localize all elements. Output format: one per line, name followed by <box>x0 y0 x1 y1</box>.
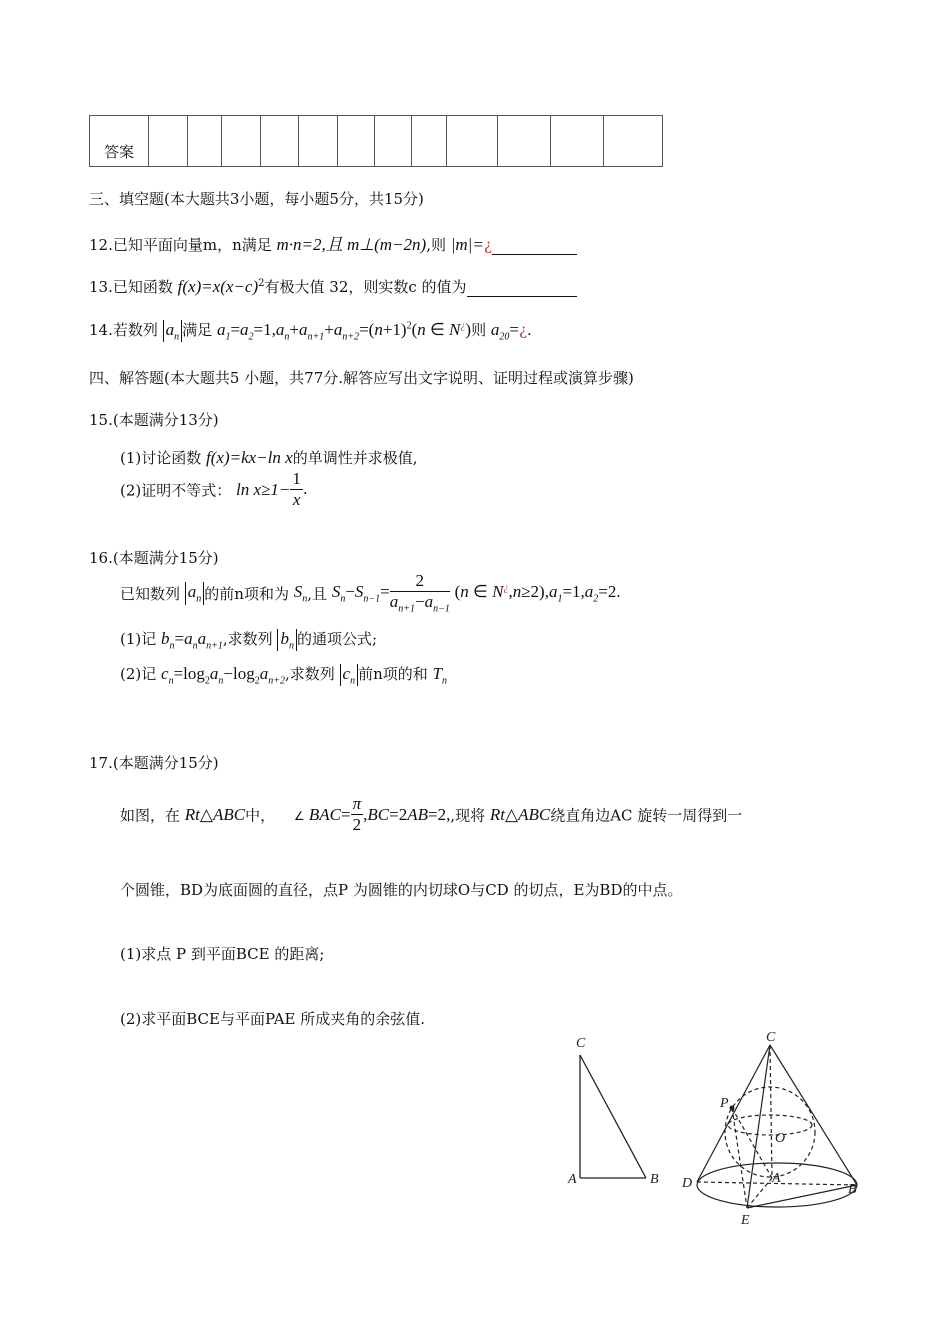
label-b: B <box>650 1172 659 1187</box>
question-14: 14.若数列 $a_n$ 满足 $a_1=a_2=1,a_n+a_{n+1}+a_{n+2}=(n+1)^2(n$ ∈ N¿)则 $a_{20}=¿$. <box>89 320 532 343</box>
cone-label-e: E <box>741 1213 750 1228</box>
answer-cell[interactable] <box>375 116 412 167</box>
question-12: 12.已知平面向量m，n满足 m·n=2,且 m⊥(m−2n),则 |m|=¿ <box>89 230 577 255</box>
answer-cell[interactable] <box>604 116 663 167</box>
answer-cell[interactable] <box>498 116 551 167</box>
tangent-circle <box>728 1115 812 1135</box>
segment-pa <box>732 1108 772 1178</box>
q12-condition: m·n=2,且 m⊥(m−2n) <box>276 235 427 254</box>
q12-answer-blank[interactable] <box>492 236 577 255</box>
segment-eb <box>747 1185 857 1208</box>
q17-part-1: (1)求点 P 到平面BCE 的距离; <box>120 945 325 963</box>
question-13: 13.已知函数 $f(x)=x(x-c)^2$有极大值 32，则实数c 的值为 <box>89 276 577 297</box>
q14-ask: $a_{20}=$ <box>490 320 519 343</box>
segment-cb <box>580 1055 646 1178</box>
q16-part-2: (2)记 $c_n=\log_2a_n-\log_2a_{n+2}$,求数列 $c_n$ 前n项的和 $T_n$ <box>120 664 447 687</box>
answer-table <box>89 115 663 167</box>
right-triangle-figure <box>580 1055 646 1178</box>
answer-cell[interactable] <box>551 116 604 167</box>
answer-label: 答案 <box>90 116 149 167</box>
q16-intro: 已知数列 $a_n$ 的前n项和为 $S_n$,且 $S_n-S_{n-1}=$ $\frac{2}{a_{n+1}-a_{n-1}}$ (n ∈ $N^¿,n\ge 2),a_1=1,a_2=2$. <box>120 571 621 615</box>
q15-part-2: (2)证明不等式： ln x≥1− $\frac{1}{x}$ . <box>120 469 308 509</box>
segment-ce <box>747 1045 770 1208</box>
q14-condition: $a_1=a_2=1,a_n+a_{n+1}+a_{n+2}=(n+1)^2(n$ ∈ N¿) <box>216 320 472 343</box>
q13-answer-blank[interactable] <box>467 278 577 297</box>
answer-cell[interactable] <box>338 116 375 167</box>
cone-label-b: B <box>848 1182 857 1197</box>
q17-part-2: (2)求平面BCE与平面PAE 所成夹角的余弦值. <box>120 1010 426 1028</box>
point-p <box>730 1106 735 1111</box>
section-3-heading: 三、填空题(本大题共3小题，每小题5分，共15分) <box>89 190 424 208</box>
q12-ask: |m|= <box>450 235 484 254</box>
q17-line-2: 个圆锥，BD为底面圆的直径，点P 为圆锥的内切球O与CD 的切点，E为BD的中点。 <box>120 881 683 899</box>
cone-label-o: O <box>775 1131 786 1146</box>
answer-cell[interactable] <box>447 116 498 167</box>
answer-cell[interactable] <box>261 116 299 167</box>
q13-function: f(x)=x(x−c) <box>177 277 259 296</box>
cone-label-d: D <box>682 1176 693 1191</box>
answer-cell[interactable] <box>299 116 338 167</box>
geometry-figure <box>560 1025 880 1235</box>
segment-pe <box>732 1108 747 1208</box>
q17-title: 17.(本题满分15分) <box>89 754 219 772</box>
q17-line-1: 如图，在 Rt△ABC中， ∠ BAC= $\frac{\pi}{2}$ ,BC=2AB=2,,现将 Rt△ABC绕直角边AC 旋转一周得到一 <box>120 794 743 834</box>
answer-cell[interactable] <box>222 116 261 167</box>
cone-label-c: C <box>766 1030 776 1045</box>
answer-cell[interactable] <box>412 116 447 167</box>
q15-part-1: (1)讨论函数 f(x)=kx−ln x的单调性并求极值, <box>120 448 418 467</box>
segment-cd <box>697 1045 770 1182</box>
label-a: A <box>568 1172 577 1187</box>
answer-cell[interactable] <box>188 116 222 167</box>
label-c: C <box>576 1036 586 1051</box>
q15-title: 15.(本题满分13分) <box>89 411 219 429</box>
cone-label-p: P <box>720 1096 729 1111</box>
q16-part-1: (1)记 $b_n=a_na_{n+1}$,求数列 $b_n$ 的通项公式; <box>120 629 377 652</box>
cone-label-a: A <box>772 1171 781 1186</box>
answer-cell[interactable] <box>149 116 188 167</box>
section-4-heading: 四、解答题(本大题共5 小题，共77分.解答应写出文字说明、证明过程或演算步骤) <box>89 369 634 387</box>
q16-title: 16.(本题满分15分) <box>89 549 219 567</box>
segment-ca-cone <box>770 1045 772 1178</box>
